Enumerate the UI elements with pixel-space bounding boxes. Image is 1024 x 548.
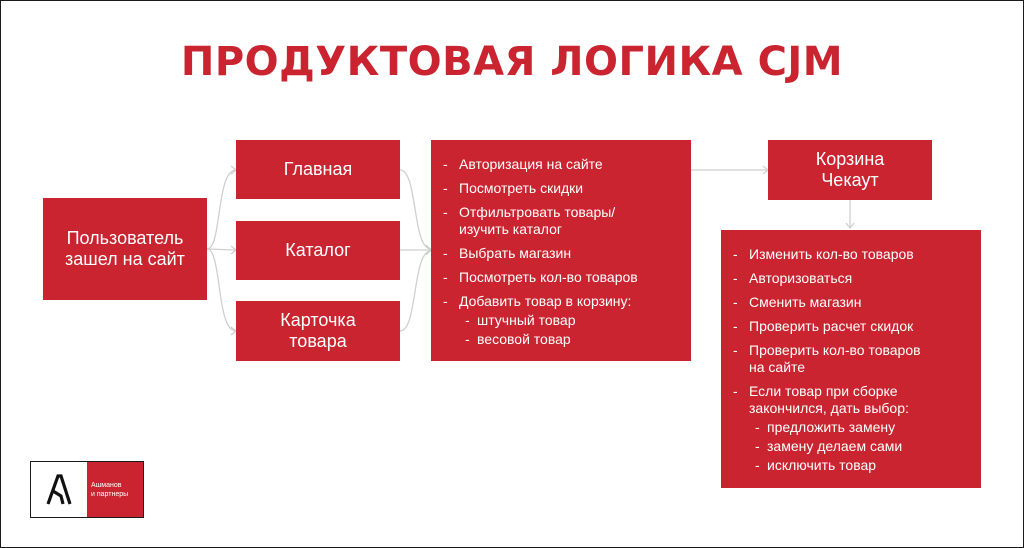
page-node-product-card-line1: Карточка [280, 310, 356, 330]
page-title: ПРОДУКТОВАЯ ЛОГИКА CJM [180, 39, 844, 85]
sub-list-item: - весовой товар [459, 331, 691, 348]
sub-list-item: - исключить товар [749, 457, 981, 474]
list-item: - Авторизация на сайте [431, 156, 691, 173]
company-logo [30, 461, 144, 518]
sub-list-item: - штучный товар [459, 312, 691, 329]
start-node-line2: зашел на сайт [65, 249, 185, 269]
logo-line2: и партнеры [91, 490, 129, 498]
cart-node-line1: Корзина [815, 149, 885, 169]
ashmanov-logo-icon [31, 462, 87, 517]
list-item: - Добавить товар в корзину: - штучный товар - весовой товар [431, 293, 691, 348]
page-node-catalog-label: Каталог [285, 240, 351, 260]
page-node-product-card-line2: товара [289, 331, 347, 351]
page-node-main [236, 140, 400, 199]
page-node-product-card [236, 301, 400, 361]
checkout-list [721, 246, 981, 474]
page-node-catalog [236, 221, 400, 280]
logo-brand-text [87, 462, 143, 517]
sub-list-item: - предложить замену [749, 419, 981, 436]
sub-list-item: - замену делаем сами [749, 438, 981, 455]
list-item: - Отфильтровать товары/ изучить каталог [431, 204, 691, 238]
list-item: - Сменить магазин [721, 294, 981, 311]
list-item: - Проверить расчет скидок [721, 318, 981, 335]
cart-node-line2: Чекаут [821, 170, 879, 190]
checkout-node [721, 230, 981, 488]
actions-list [431, 156, 691, 348]
list-item: - Выбрать магазин [431, 245, 691, 262]
list-item: - Если товар при сборке закончился, дать выбор: - предложить замену - замену делаем сами - исключить товар [721, 383, 981, 474]
page-node-main-label: Главная [283, 159, 353, 179]
start-node [43, 198, 207, 300]
list-item: - Посмотреть кол-во товаров [431, 269, 691, 286]
actions-node [431, 140, 691, 361]
list-item: - Проверить кол-во товаров на сайте [721, 342, 981, 376]
logo-line1: Ашманов [91, 481, 122, 489]
list-item: - Авторизоваться [721, 270, 981, 287]
sub-list [749, 419, 981, 474]
start-node-line1: Пользователь [66, 228, 184, 248]
cart-node [768, 140, 932, 200]
sub-list [459, 312, 691, 348]
list-item: - Изменить кол-во товаров [721, 246, 981, 263]
list-item: - Посмотреть скидки [431, 180, 691, 197]
